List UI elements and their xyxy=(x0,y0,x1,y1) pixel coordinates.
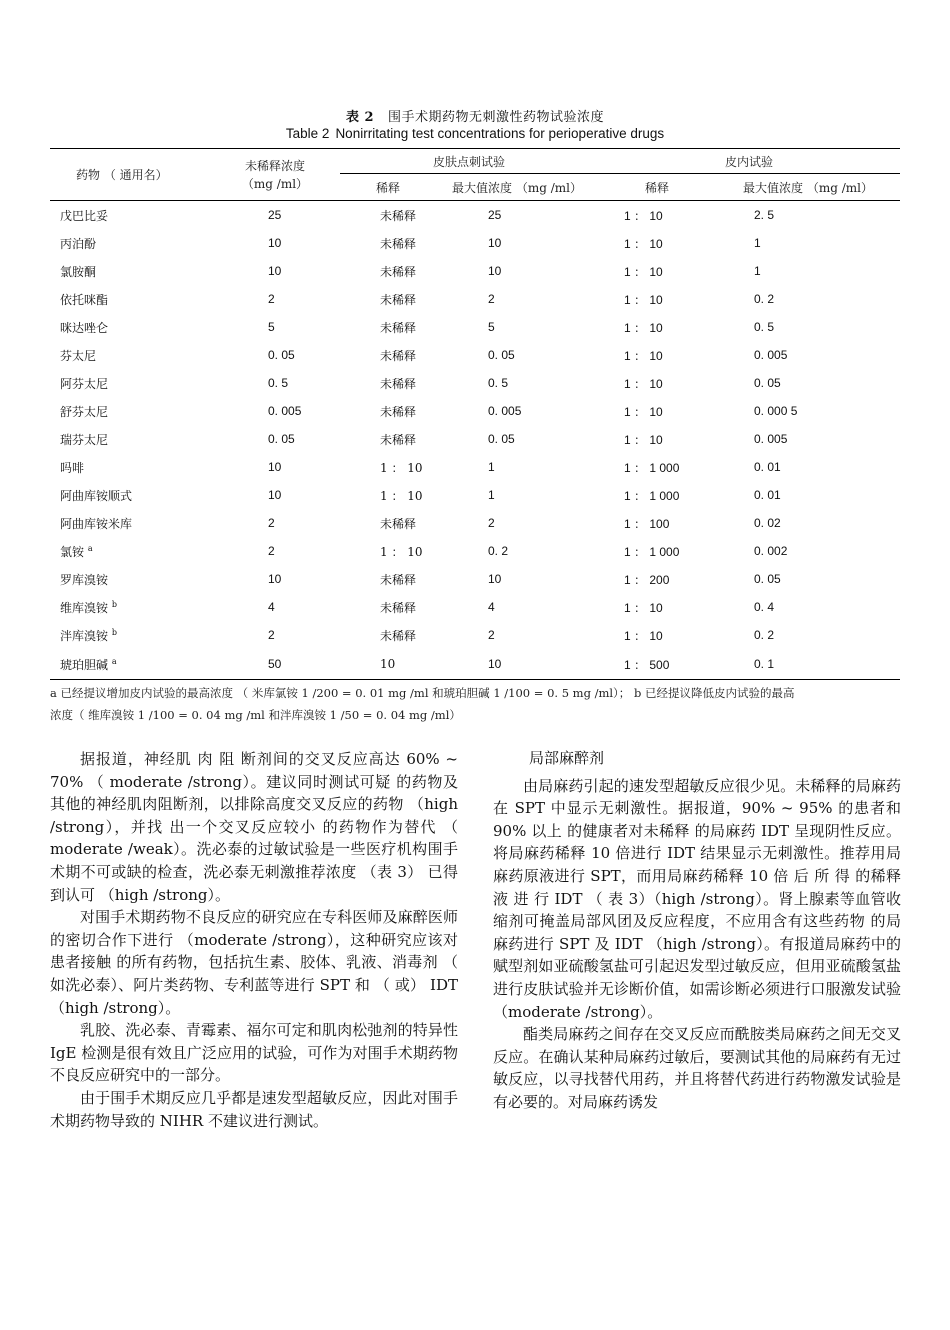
idt-max-cell-text: 1 xyxy=(754,264,761,278)
idt-max-cell-text: 0. 005 xyxy=(754,432,788,446)
spt-max-cell xyxy=(436,621,598,649)
idt-dilution-cell-text: 1 ： 500 xyxy=(624,657,670,672)
undiluted-conc-cell-text: 10 xyxy=(268,460,282,474)
drug-name-cell-text: 阿芬太尼 xyxy=(60,376,109,391)
drug-name-cell xyxy=(50,621,210,649)
spt-max-cell-text: 10 xyxy=(488,572,502,586)
idt-max-cell xyxy=(716,369,900,397)
undiluted-conc-cell xyxy=(210,425,340,453)
spt-dilution-cell-text: 1 ： 10 xyxy=(380,460,423,475)
undiluted-conc-cell-text: 2 xyxy=(268,544,275,558)
spt-max-cell-text: 2 xyxy=(488,516,495,530)
table-caption-zh xyxy=(50,106,900,125)
table-title-en: Nonirritating test concentrations for perioperative drugs xyxy=(335,126,665,141)
table-row xyxy=(50,425,900,453)
spt-dilution-cell-text: 未稀释 xyxy=(380,236,417,251)
spt-dilution-cell xyxy=(340,257,436,285)
undiluted-conc-cell xyxy=(210,621,340,649)
spt-dilution-cell xyxy=(340,369,436,397)
spt-dilution-cell xyxy=(340,593,436,621)
idt-dilution-cell xyxy=(598,453,716,481)
spt-dilution-cell xyxy=(340,453,436,481)
undiluted-conc-cell xyxy=(210,341,340,369)
header-spt: 皮肤点刺试验 xyxy=(340,149,598,174)
idt-dilution-cell-text: 1 ： 10 xyxy=(624,628,663,643)
idt-max-cell xyxy=(716,257,900,285)
spt-dilution-cell-text: 未稀释 xyxy=(380,572,417,587)
idt-dilution-cell xyxy=(598,621,716,649)
idt-max-cell-text: 0. 002 xyxy=(754,544,788,558)
table-row xyxy=(50,229,900,257)
spt-max-cell xyxy=(436,453,598,481)
undiluted-conc-cell-text: 2 xyxy=(268,292,275,306)
header-idt-dilution: 稀释 xyxy=(598,174,716,201)
spt-max-cell-text: 0. 05 xyxy=(488,348,515,362)
drug-name-cell-text: 芬太尼 xyxy=(60,348,97,363)
undiluted-conc-cell xyxy=(210,229,340,257)
spt-max-cell xyxy=(436,649,598,680)
undiluted-conc-cell xyxy=(210,649,340,680)
drug-name-cell-text: 泮库溴铵 xyxy=(60,628,109,643)
left-column xyxy=(50,748,458,1132)
idt-dilution-cell xyxy=(598,649,716,680)
idt-dilution-cell xyxy=(598,481,716,509)
idt-dilution-cell-text: 1 ： 10 xyxy=(624,236,663,251)
undiluted-conc-cell-text: 5 xyxy=(268,320,275,334)
idt-dilution-cell-text: 1 ： 100 xyxy=(624,516,670,531)
undiluted-conc-cell-text: 2 xyxy=(268,516,275,530)
idt-max-cell xyxy=(716,481,900,509)
table-row xyxy=(50,621,900,649)
drug-name-cell xyxy=(50,397,210,425)
footnote-marker: a xyxy=(87,543,93,553)
table-row xyxy=(50,593,900,621)
spt-max-cell-text: 2 xyxy=(488,628,495,642)
idt-dilution-cell-text: 1 ： 10 xyxy=(624,320,663,335)
idt-max-cell-text: 0. 01 xyxy=(754,460,781,474)
table-row xyxy=(50,481,900,509)
undiluted-conc-cell xyxy=(210,397,340,425)
header-undiluted-label: 未稀释浓度 xyxy=(244,158,305,173)
spt-dilution-cell-text: 未稀释 xyxy=(380,404,417,419)
drug-name-cell xyxy=(50,341,210,369)
undiluted-conc-cell-text: 0. 05 xyxy=(268,432,295,446)
spt-dilution-cell-text: 1 ： 10 xyxy=(380,488,423,503)
idt-max-cell-text: 0. 4 xyxy=(754,600,775,614)
undiluted-conc-cell xyxy=(210,285,340,313)
idt-dilution-cell-text: 1 ： 10 xyxy=(624,208,663,223)
footnote-line-2: 浓度（ 维库溴铵 1 /100 = 0. 04 mg /ml 和泮库溴铵 1 /50 = 0. 04 mg /ml） xyxy=(50,708,461,722)
idt-max-cell xyxy=(716,537,900,565)
idt-dilution-cell xyxy=(598,201,716,230)
drug-name-cell-text: 戊巴比妥 xyxy=(60,208,109,223)
drug-name-cell xyxy=(50,509,210,537)
table-row xyxy=(50,453,900,481)
idt-max-cell xyxy=(716,453,900,481)
undiluted-conc-cell-text: 10 xyxy=(268,264,282,278)
idt-dilution-cell xyxy=(598,509,716,537)
table-row xyxy=(50,369,900,397)
spt-dilution-cell xyxy=(340,201,436,230)
drug-name-cell xyxy=(50,453,210,481)
undiluted-conc-cell xyxy=(210,565,340,593)
table-row xyxy=(50,565,900,593)
drug-name-cell xyxy=(50,369,210,397)
idt-max-cell-text: 1 xyxy=(754,236,761,250)
spt-max-cell-text: 4 xyxy=(488,600,495,614)
undiluted-conc-cell xyxy=(210,481,340,509)
spt-dilution-cell-text: 未稀释 xyxy=(380,432,417,447)
idt-dilution-cell-text: 1 ： 10 xyxy=(624,292,663,307)
idt-max-cell xyxy=(716,285,900,313)
drug-name-cell xyxy=(50,229,210,257)
header-spt-dilution: 稀释 xyxy=(340,174,436,201)
spt-max-cell xyxy=(436,425,598,453)
spt-max-cell-text: 1 xyxy=(488,460,495,474)
table-caption-en xyxy=(50,126,900,141)
spt-dilution-cell xyxy=(340,649,436,680)
idt-dilution-cell-text: 1 ： 10 xyxy=(624,264,663,279)
drug-name-cell xyxy=(50,565,210,593)
idt-max-cell xyxy=(716,313,900,341)
idt-dilution-cell xyxy=(598,593,716,621)
table-row xyxy=(50,537,900,565)
idt-max-cell-text: 0. 2 xyxy=(754,628,775,642)
drug-name-cell-text: 依托咪酯 xyxy=(60,292,109,307)
undiluted-conc-cell-text: 0. 5 xyxy=(268,376,289,390)
drug-name-cell-text: 琥珀胆碱 xyxy=(60,657,109,672)
idt-max-cell-text: 0. 005 xyxy=(754,348,788,362)
idt-dilution-cell-text: 1 ： 1 000 xyxy=(624,460,680,475)
drug-name-cell-text: 吗啡 xyxy=(60,460,85,475)
undiluted-conc-cell-text: 4 xyxy=(268,600,275,614)
spt-max-cell xyxy=(436,285,598,313)
undiluted-conc-cell xyxy=(210,257,340,285)
header-spt-max: 最大值浓度 （mg /ml） xyxy=(436,174,598,201)
drug-name-cell xyxy=(50,313,210,341)
undiluted-conc-cell-text: 2 xyxy=(268,628,275,642)
idt-dilution-cell-text: 1 ： 10 xyxy=(624,348,663,363)
undiluted-conc-cell xyxy=(210,453,340,481)
idt-max-cell xyxy=(716,229,900,257)
idt-max-cell-text: 0. 1 xyxy=(754,657,775,671)
idt-max-cell-text: 0. 000 5 xyxy=(754,404,798,418)
right-column xyxy=(493,748,901,1114)
drug-name-cell xyxy=(50,481,210,509)
undiluted-conc-cell-text: 10 xyxy=(268,488,282,502)
drug-name-cell-text: 维库溴铵 xyxy=(60,600,109,615)
undiluted-conc-cell xyxy=(210,593,340,621)
spt-dilution-cell-text: 未稀释 xyxy=(380,376,417,391)
undiluted-conc-cell-text: 0. 05 xyxy=(268,348,295,362)
idt-max-cell-text: 0. 05 xyxy=(754,376,781,390)
footnote-marker: a xyxy=(111,656,117,666)
left-paragraph-1: 据报道，神经肌 肉 阻 断剂间的交叉反应高达 60% ~ 70% （ moderate /strong）。建议同时测试可疑 的药物及其他的神经肌肉阻断剂，以排除高度交叉反应的药物 （high /strong），并找 出一个交叉反应较小 的药物作为替代 （ moderate /weak）。洗必泰的过敏试验是一些医疗机构围手术期不可或缺的检查，洗必泰无刺激推荐浓度 （表 3） 已得到认可 （high /strong）。 xyxy=(50,750,458,904)
table-row xyxy=(50,341,900,369)
idt-dilution-cell xyxy=(598,565,716,593)
undiluted-conc-cell-text: 50 xyxy=(268,657,282,671)
table-footnote xyxy=(50,682,910,726)
idt-max-cell xyxy=(716,565,900,593)
undiluted-conc-cell-text: 10 xyxy=(268,572,282,586)
idt-max-cell xyxy=(716,397,900,425)
idt-dilution-cell-text: 1 ： 200 xyxy=(624,572,670,587)
spt-dilution-cell-text: 未稀释 xyxy=(380,320,417,335)
spt-dilution-cell xyxy=(340,509,436,537)
spt-max-cell-text: 2 xyxy=(488,292,495,306)
undiluted-conc-cell-text: 25 xyxy=(268,208,282,222)
spt-max-cell-text: 0. 2 xyxy=(488,544,509,558)
spt-max-cell-text: 10 xyxy=(488,657,502,671)
idt-max-cell-text: 2. 5 xyxy=(754,208,775,222)
drug-name-cell-text: 瑞芬太尼 xyxy=(60,432,109,447)
left-paragraph-2: 对围手术期药物不良反应的研究应在专科医师及麻醉医师的密切合作下进行 （moderate /strong），这种研究应该对患者接触 的所有药物，包括抗生素、胶体、乳液、消毒剂 （ 如洗必泰）、阿片类药物、专利蓝等进行 SPT 和 （ 或） IDT （high /strong）。 xyxy=(50,908,458,1017)
spt-dilution-cell xyxy=(340,425,436,453)
spt-dilution-cell-text: 未稀释 xyxy=(380,208,417,223)
spt-dilution-cell xyxy=(340,481,436,509)
idt-max-cell xyxy=(716,649,900,680)
idt-max-cell-text: 0. 02 xyxy=(754,516,781,530)
spt-dilution-cell-text: 未稀释 xyxy=(380,516,417,531)
spt-max-cell xyxy=(436,509,598,537)
idt-dilution-cell xyxy=(598,257,716,285)
table-title-zh: 围手术期药物无刺激性药物试验浓度 xyxy=(388,110,605,125)
left-paragraph-4: 由于围手术期反应几乎都是速发型超敏反应，因此对围手术期药物导致的 NIHR 不建议进行测试。 xyxy=(50,1088,458,1130)
spt-max-cell xyxy=(436,369,598,397)
drug-name-cell-text: 阿曲库铵顺式 xyxy=(60,488,133,503)
drug-name-cell-text: 丙泊酚 xyxy=(60,236,97,251)
idt-dilution-cell-text: 1 ： 10 xyxy=(624,404,663,419)
spt-max-cell xyxy=(436,201,598,230)
table-row xyxy=(50,257,900,285)
idt-dilution-cell xyxy=(598,397,716,425)
header-undiluted-unit: （mg /ml） xyxy=(241,176,309,191)
table-label-en: Table 2 xyxy=(285,126,330,141)
section-heading-local-anesthetics: 局部麻醉剂 xyxy=(529,750,605,767)
spt-max-cell-text: 5 xyxy=(488,320,495,334)
table-label-zh: 表 2 xyxy=(345,110,375,125)
right-paragraph-1: 由局麻药引起的速发型超敏反应很少见。未稀释的局麻药在 SPT 中显示无刺激性。据报道，90% ~ 95% 的患者和 90% 以上 的健康者对未稀释 的局麻药 IDT 呈现阴性反应。将局麻药稀释 10 倍进行 IDT 结果显示无刺激性。推荐用局麻药原液进行 SPT，而用局麻药稀释 10 倍 后 所 得 的稀释 液 进 行 IDT （ 表 3）（high /strong）。肾上腺素等血管收缩剂可掩盖局部风团及反应程度，不应用含有这些药物 的局麻药进行 SPT 及 IDT （high /strong）。有报道局麻药中的赋型剂如亚硫酸氢盐可引起迟发型过敏反应，但用亚硫酸氢盐进行皮肤试验并无诊断价值，如需诊断必须进行口服激发试验 （moderate /strong）。 xyxy=(493,776,901,1021)
drug-name-cell-text: 舒芬太尼 xyxy=(60,404,109,419)
left-paragraph-3: 乳胶、洗必泰、青霉素、福尔可定和肌肉松弛剂的特异性 IgE 检测是很有效且广泛应用的试验，可作为对围手术期药物不良反应研究中的一部分。 xyxy=(50,1021,458,1085)
drug-name-cell xyxy=(50,201,210,230)
idt-dilution-cell-text: 1 ： 10 xyxy=(624,432,663,447)
table-row xyxy=(50,509,900,537)
table-row xyxy=(50,313,900,341)
spt-dilution-cell-text: 未稀释 xyxy=(380,600,417,615)
spt-max-cell xyxy=(436,481,598,509)
spt-dilution-cell xyxy=(340,229,436,257)
header-undiluted xyxy=(210,149,340,201)
idt-max-cell-text: 0. 01 xyxy=(754,488,781,502)
idt-max-cell-text: 0. 5 xyxy=(754,320,775,334)
spt-max-cell-text: 1 xyxy=(488,488,495,502)
header-idt: 皮内试验 xyxy=(598,149,900,174)
table-row xyxy=(50,285,900,313)
drug-name-cell xyxy=(50,285,210,313)
header-drug: 药物 （ 通用名） xyxy=(50,149,210,201)
idt-max-cell xyxy=(716,593,900,621)
spt-dilution-cell xyxy=(340,565,436,593)
spt-dilution-cell-text: 未稀释 xyxy=(380,628,417,643)
spt-dilution-cell xyxy=(340,621,436,649)
idt-max-cell xyxy=(716,201,900,230)
idt-dilution-cell xyxy=(598,425,716,453)
undiluted-conc-cell-text: 0. 005 xyxy=(268,404,302,418)
idt-dilution-cell xyxy=(598,285,716,313)
idt-dilution-cell xyxy=(598,229,716,257)
spt-max-cell xyxy=(436,341,598,369)
drug-name-cell-text: 氯胺酮 xyxy=(60,264,97,279)
spt-dilution-cell xyxy=(340,397,436,425)
spt-dilution-cell-text: 1 ： 10 xyxy=(380,544,423,559)
idt-max-cell xyxy=(716,621,900,649)
drug-name-cell xyxy=(50,593,210,621)
idt-dilution-cell-text: 1 ： 10 xyxy=(624,600,663,615)
idt-max-cell xyxy=(716,425,900,453)
undiluted-conc-cell-text: 10 xyxy=(268,236,282,250)
idt-max-cell xyxy=(716,509,900,537)
drug-name-cell-text: 咪达唑仑 xyxy=(60,320,109,335)
undiluted-conc-cell xyxy=(210,537,340,565)
spt-max-cell-text: 0. 05 xyxy=(488,432,515,446)
spt-max-cell-text: 0. 5 xyxy=(488,376,509,390)
idt-max-cell xyxy=(716,341,900,369)
table-body xyxy=(50,201,900,680)
spt-dilution-cell xyxy=(340,285,436,313)
spt-dilution-cell-text: 未稀释 xyxy=(380,348,417,363)
spt-dilution-cell xyxy=(340,341,436,369)
footnote-line-1: a 已经提议增加皮内试验的最高浓度 （ 米库氯铵 1 /200 = 0. 01 mg /ml 和琥珀胆碱 1 /100 = 0. 5 mg /ml）； b 已经提议降低皮内试验的最高 xyxy=(50,686,795,700)
idt-dilution-cell xyxy=(598,369,716,397)
idt-dilution-cell-text: 1 ： 1 000 xyxy=(624,544,680,559)
undiluted-conc-cell xyxy=(210,369,340,397)
table-row xyxy=(50,397,900,425)
header-idt-max: 最大值浓度 （mg /ml） xyxy=(716,174,900,201)
drug-name-cell xyxy=(50,649,210,680)
undiluted-conc-cell xyxy=(210,201,340,230)
drug-concentration-table xyxy=(50,148,900,680)
idt-dilution-cell xyxy=(598,313,716,341)
idt-dilution-cell xyxy=(598,341,716,369)
spt-max-cell xyxy=(436,257,598,285)
table-row xyxy=(50,649,900,680)
idt-dilution-cell-text: 1 ： 1 000 xyxy=(624,488,680,503)
spt-dilution-cell xyxy=(340,313,436,341)
spt-max-cell-text: 10 xyxy=(488,264,502,278)
spt-dilution-cell-text: 未稀释 xyxy=(380,264,417,279)
spt-max-cell-text: 0. 005 xyxy=(488,404,522,418)
drug-name-cell-text: 罗库溴铵 xyxy=(60,572,109,587)
idt-max-cell-text: 0. 05 xyxy=(754,572,781,586)
spt-max-cell xyxy=(436,229,598,257)
drug-name-cell-text: 氯铵 xyxy=(60,544,85,559)
idt-dilution-cell xyxy=(598,537,716,565)
spt-max-cell-text: 10 xyxy=(488,236,502,250)
spt-max-cell xyxy=(436,565,598,593)
drug-name-cell xyxy=(50,537,210,565)
idt-max-cell-text: 0. 2 xyxy=(754,292,775,306)
footnote-marker: b xyxy=(111,599,117,609)
spt-dilution-cell xyxy=(340,537,436,565)
idt-dilution-cell-text: 1 ： 10 xyxy=(624,376,663,391)
spt-max-cell xyxy=(436,593,598,621)
drug-name-cell-text: 阿曲库铵米库 xyxy=(60,516,133,531)
spt-dilution-cell-text: 未稀释 xyxy=(380,292,417,307)
spt-max-cell xyxy=(436,537,598,565)
spt-max-cell-text: 25 xyxy=(488,208,502,222)
undiluted-conc-cell xyxy=(210,313,340,341)
right-paragraph-2: 酯类局麻药之间存在交叉反应而酰胺类局麻药之间无交叉反应。在确认某种局麻药过敏后，要测试其他的局麻药有无过敏反应，以寻找替代用药，并且将替代药进行药物激发试验是有必要的。对局麻药诱发 xyxy=(493,1025,901,1111)
footnote-marker: b xyxy=(111,627,117,637)
drug-name-cell xyxy=(50,425,210,453)
table-row xyxy=(50,201,900,230)
drug-name-cell xyxy=(50,257,210,285)
undiluted-conc-cell xyxy=(210,509,340,537)
spt-max-cell xyxy=(436,313,598,341)
spt-max-cell xyxy=(436,397,598,425)
spt-dilution-cell-text: 10 xyxy=(380,657,396,671)
